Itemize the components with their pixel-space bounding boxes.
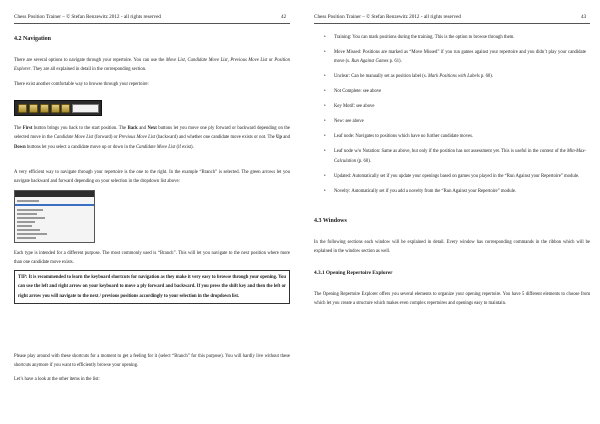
paragraph-intro: There are several options to navigate through your repertoire. You can use the Move List, Candidate Move List, Previous Move List or Position Explorer. They are all explained in detail in the corresponding section. <box>14 58 290 73</box>
list-item: • Not Complete: see above <box>324 87 586 96</box>
navigation-toolbar-screenshot <box>14 100 102 116</box>
branch-select-icon <box>72 104 99 113</box>
dropdown-option <box>17 217 45 219</box>
list-names: Move List, Candidate Move List, Previous Move List <box>165 58 268 63</box>
tip-box: TIP: It is recommended to learn the keyboard shortcuts for navigation as they make it very easy to browse through your opening. You can use the left and right arrow on your keyboard to move a ply forward and backward. If you press the shift key and then the left or right arrow you will navigate to the next / previous positions accordingly to your selection in the dropdown list. <box>14 270 290 304</box>
paragraph-explorer: The Opening Repertoire Explorer offers you several elements to organize your opening repertoire. You have 5 different elements to choose from which let you create a structure which makes even complex repertoires and openings easy to maintain. <box>314 292 590 307</box>
dropdown-option <box>17 200 39 202</box>
section-title: 4.3 Windows <box>314 218 347 224</box>
list-item: • Novelty: Automatically set if you add a novelty from the “Run Against your Repertoire” module. <box>324 187 586 196</box>
position-explorer-name: Position Explorer <box>14 58 290 73</box>
dropdown-header <box>15 191 94 197</box>
paragraph-types: Each type is intended for a different purpose. The most commonly used is “Branch”. This will let you navigate to the next position where more than one candidate move exists. <box>14 251 290 266</box>
right-page <box>300 0 600 424</box>
page-header-title: Chess Position Trainer – © Stefan Renzewitz 2012 - all rights reserved <box>314 14 462 20</box>
header-rule <box>314 23 590 24</box>
dropdown-option <box>17 213 37 215</box>
down-button-icon <box>61 104 70 113</box>
header-rule <box>14 23 290 24</box>
paragraph-browse: There exist another comfortable way to browse through your repertoire: <box>14 82 149 87</box>
back-button-icon <box>29 104 38 113</box>
paragraph-efficient-navigation: A very efficient way to navigate through your repertoire is the one to the right. In the example “Branch” is selected. The green arrows let you navigate backward and forward depending on your selection in the dropdown list above: <box>14 170 290 185</box>
list-item: • Move Missed: Positions are marked as “Move Missed” if you run games against your repertoire and you didn’t play your candidate move (s. Run Against Games p. 61). <box>324 48 586 67</box>
dropdown-option <box>17 233 47 235</box>
list-item: • Leaf node: Navigates to positions which have no further candidate moves. <box>324 132 586 141</box>
section-title: 4.2 Navigation <box>14 36 52 42</box>
subsection-title: 4.3.1 Opening Repertoire Explorer <box>314 270 393 276</box>
list-item: • New: see above <box>324 117 586 126</box>
page-number: 43 <box>581 14 587 20</box>
paragraph-other-items: Let’s have a look at the other items in the list: <box>14 377 100 382</box>
dropdown-option <box>17 237 36 239</box>
up-button-icon <box>51 104 60 113</box>
paragraph-windows: In the following sections each window will be explained in detail. Every window has corresponding commands in the ribbon which will be explained in the window section as well. <box>314 240 590 255</box>
dropdown-option <box>17 221 35 223</box>
dropdown-option <box>17 209 43 211</box>
list-item: • Key Motif: see above <box>324 102 586 111</box>
list-item: • Training: You can mark positions during the training. This is the option to browse through them. <box>324 33 586 42</box>
dropdown-option <box>17 229 40 231</box>
list-item: • Updated: Automatically set if you update your openings based on games you played in the “Run Against your Repertoire” module. <box>324 172 586 181</box>
next-button-icon <box>40 104 49 113</box>
dropdown-option <box>17 225 32 227</box>
list-item: • Unclear: Can be manually set as position label (s. Mark Positions with Labels p. 60). <box>324 72 586 81</box>
page-header-title: Chess Position Trainer – © Stefan Renzewitz 2012 - all rights reserved <box>14 14 162 20</box>
list-item: • Leaf node w/o Notation: Same as above, but only if the position has not assessment yet. This is useful in the context of the Min-Max-Calculation (p. 60). <box>324 147 586 166</box>
paragraph-buttons: The First button brings you back to the start position. The Back and Next buttons let you move one ply forward or backward depending on the selected move in the Candidate Move List (forward) or Previous Move List (backward) and whether one candidate move exists or not. The Up and Down buttons let you select a candidate move up or down in the Candidate Move List (if exist). <box>14 126 290 150</box>
navigation-types-list <box>324 33 586 202</box>
navigation-dropdown-screenshot <box>14 190 95 243</box>
paragraph-shortcuts: Please play around with these shortcuts for a moment to get a feeling for it (select “Branch” for this purpose). You will hardly live without these shortcuts anymore if you want to efficiently browse your opening. <box>14 354 290 369</box>
first-button-icon <box>18 104 27 113</box>
page-number: 42 <box>281 14 287 20</box>
dropdown-option-selected <box>15 204 95 206</box>
